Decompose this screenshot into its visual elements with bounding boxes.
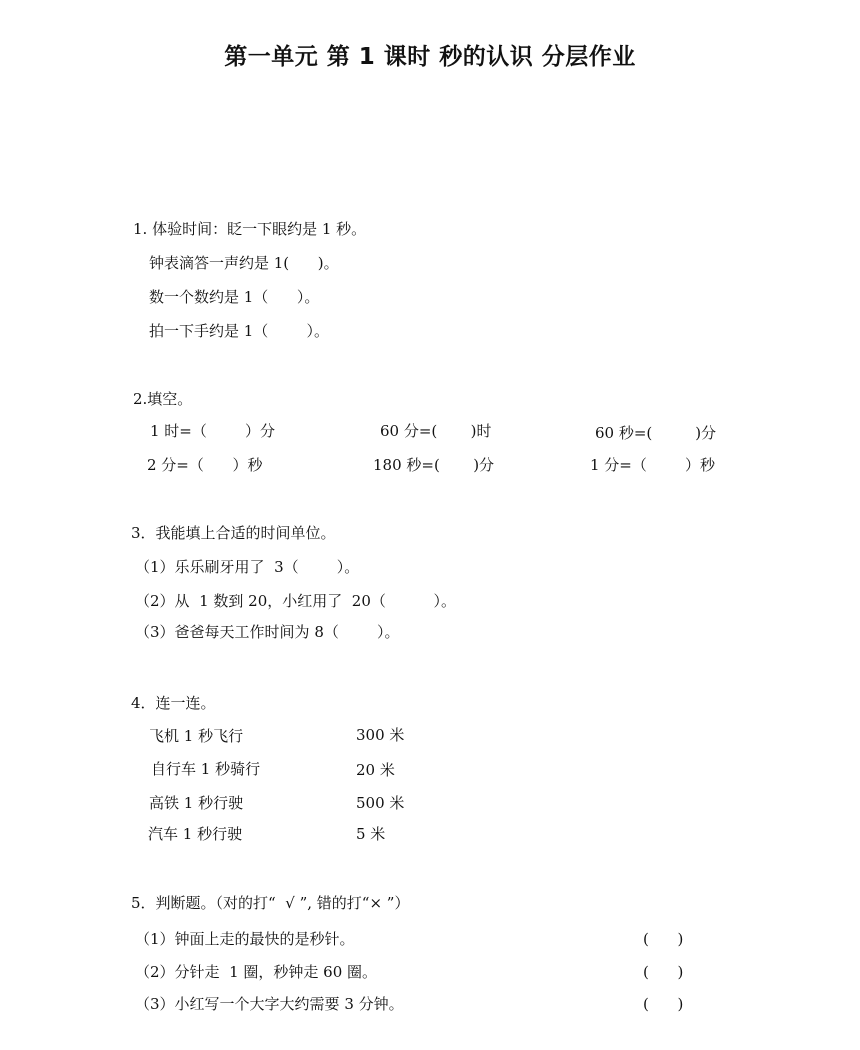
q5-item: （3）小红写一个大字大约需要 3 分钟。 bbox=[135, 995, 404, 1013]
q3-item: （1）乐乐刷牙用了 3（ ）。 bbox=[135, 558, 360, 576]
q1-heading: 1. 体验时间：眨一下眼约是 1 秒。 bbox=[133, 220, 367, 238]
q4-heading: 4．连一连。 bbox=[131, 694, 216, 712]
q2-blank-item: 180 秒=( )分 bbox=[373, 456, 495, 474]
q3-item: （3）爸爸每天工作时间为 8（ ）。 bbox=[135, 623, 400, 641]
q2-blank-item: 60 秒=( )分 bbox=[595, 424, 717, 442]
q2-blank-item: 1 时=（ ）分 bbox=[150, 422, 276, 440]
q2-blank-item: 60 分=( )时 bbox=[380, 422, 492, 440]
page-title: 第一单元 第 1 课时 秒的认识 分层作业 bbox=[224, 44, 636, 70]
q4-left-item: 汽车 1 秒行驶 bbox=[148, 825, 243, 843]
q5-item: （1）钟面上走的最快的是秒针。 bbox=[135, 930, 355, 948]
q4-right-item: 20 米 bbox=[356, 761, 395, 779]
q3-heading: 3．我能填上合适的时间单位。 bbox=[131, 524, 336, 542]
q1-line: 拍一下手约是 1（ ）。 bbox=[149, 322, 329, 340]
q2-heading: 2.填空。 bbox=[133, 390, 193, 408]
q4-left-item: 自行车 1 秒骑行 bbox=[151, 760, 261, 778]
q5-heading: 5．判断题。（对的打“ √ ”, 错的打“× ”） bbox=[131, 894, 410, 912]
q5-answer-blank: ( ) bbox=[643, 995, 684, 1013]
q1-line: 钟表滴答一声约是 1( )。 bbox=[149, 254, 339, 272]
q1-line: 数一个数约是 1（ ）。 bbox=[149, 288, 320, 306]
q2-blank-item: 1 分=（ ）秒 bbox=[590, 456, 716, 474]
q3-item: （2）从 1 数到 20，小红用了 20（ ）。 bbox=[135, 592, 457, 610]
q2-blank-item: 2 分=（ ）秒 bbox=[147, 456, 263, 474]
q4-right-item: 500 米 bbox=[356, 794, 405, 812]
q4-left-item: 飞机 1 秒飞行 bbox=[149, 727, 244, 745]
q5-answer-blank: ( ) bbox=[643, 963, 684, 981]
q4-left-item: 高铁 1 秒行驶 bbox=[149, 794, 244, 812]
q5-item: （2）分针走 1 圈，秒钟走 60 圈。 bbox=[135, 963, 378, 981]
q4-right-item: 5 米 bbox=[356, 825, 386, 843]
q5-answer-blank: ( ) bbox=[643, 930, 684, 948]
q4-right-item: 300 米 bbox=[356, 726, 405, 744]
